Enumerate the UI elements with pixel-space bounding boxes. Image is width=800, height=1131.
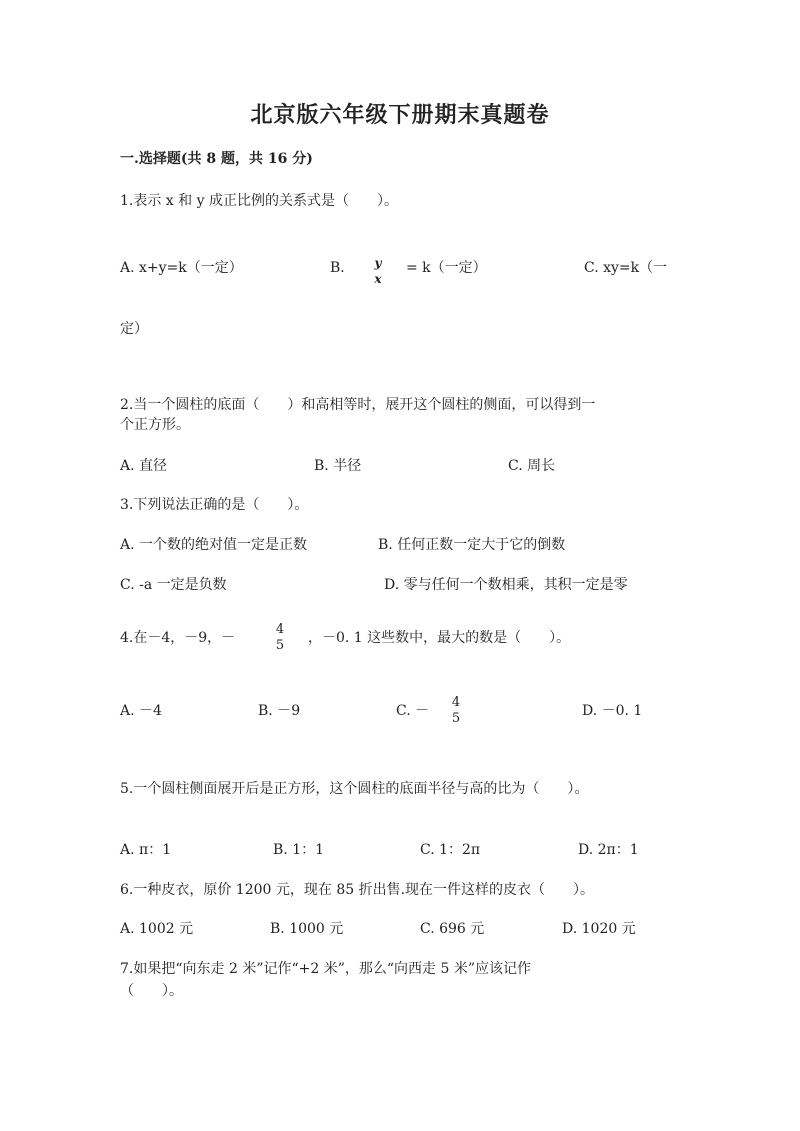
q3-option-d: D. 零与任何一个数相乘，其积一定是零: [384, 577, 628, 593]
question-4-stem-post: ，－0. 1 这些数中，最大的数是（ ）。: [308, 630, 571, 646]
q4-option-b: B. －9: [258, 703, 301, 719]
fraction-numerator: 4: [275, 622, 285, 637]
q1-option-b-label: B.: [330, 260, 345, 276]
fraction-denominator: 5: [451, 711, 461, 726]
q6-option-b: B. 1000 元: [270, 921, 344, 937]
q6-option-a: A. 1002 元: [120, 921, 194, 937]
q5-option-d: D. 2π：1: [578, 842, 639, 858]
q5-option-b: B. 1：1: [273, 842, 325, 858]
q4-option-c-fraction: [446, 695, 466, 727]
q1-option-b-tail: = k（一定）: [406, 260, 487, 276]
question-3-stem: 3.下列说法正确的是（ ）。: [120, 497, 309, 513]
q1-option-b-fraction: [368, 255, 388, 287]
q2-option-b: B. 半径: [314, 458, 362, 474]
question-7-stem-line2: （ ）。: [120, 983, 183, 999]
q5-option-a: A. π：1: [120, 842, 172, 858]
section-heading: 一.选择题(共 8 题，共 16 分): [120, 151, 313, 167]
question-2-stem-line2: 个正方形。: [120, 417, 190, 433]
page-title: 北京版六年级下册期末真题卷: [250, 102, 550, 128]
q4-option-d: D. －0. 1: [582, 703, 643, 719]
fraction-denominator: x: [374, 272, 382, 286]
question-4-stem-pre: 4.在－4，－9，－: [120, 630, 236, 646]
q3-option-c: C. -a 一定是负数: [120, 577, 227, 593]
q2-option-a: A. 直径: [120, 458, 168, 474]
q5-option-c: C. 1：2π: [420, 842, 481, 858]
q2-option-c: C. 周长: [508, 458, 556, 474]
question-5-stem: 5.一个圆柱侧面展开后是正方形，这个圆柱的底面半径与高的比为（ ）。: [120, 781, 589, 797]
q3-option-b: B. 任何正数一定大于它的倒数: [378, 537, 566, 553]
q1-option-a: A. x+y=k（一定）: [120, 260, 243, 276]
q1-option-c: C. xy=k（一: [584, 260, 668, 276]
q4-fraction: [270, 622, 290, 654]
q4-option-c-label: C. －: [396, 703, 430, 719]
fraction-numerator: 4: [451, 695, 461, 710]
q6-option-d: D. 1020 元: [562, 921, 636, 937]
q6-option-c: C. 696 元: [420, 921, 485, 937]
question-1-stem: 1.表示 x 和 y 成正比例的关系式是（ ）。: [120, 193, 398, 209]
q4-option-a: A. －4: [120, 703, 162, 719]
question-2-stem-line1: 2.当一个圆柱的底面（ ）和高相等时，展开这个圆柱的侧面，可以得到一: [120, 397, 596, 413]
fraction-denominator: 5: [275, 638, 285, 653]
question-7-stem-line1: 7.如果把“向东走 2 米”记作“+2 米”，那么“向西走 5 米”应该记作: [120, 961, 532, 977]
question-6-stem: 6.一种皮衣，原价 1200 元，现在 85 折出售.现在一件这样的皮衣（ ）。: [120, 882, 595, 898]
q1-option-c-continued: 定）: [120, 321, 148, 337]
fraction-numerator: y: [374, 256, 382, 270]
q3-option-a: A. 一个数的绝对值一定是正数: [120, 537, 308, 553]
